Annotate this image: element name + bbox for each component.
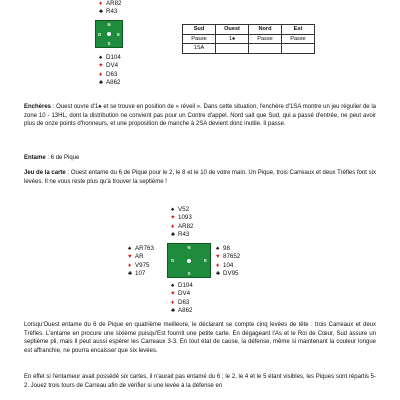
bidding-table — [182, 24, 315, 54]
deal2-table-compass — [167, 243, 211, 278]
diamond-icon: ♦ — [128, 261, 132, 269]
club-icon: ♣ — [216, 270, 221, 278]
spade-icon: ♠ — [216, 245, 220, 252]
analysis-paragraph-1: Lorsqu'Ouest entame du 6 de Pique en quatrième meilleure, le déclarant se compte cinq levées de tête : trois Carreaux et deux Trèfles. L'entame en procure une sixième puisqu'Est fournit une petite carte. En dégageant l'As et le Roi de Cœur, Sud assure un septième pli, mais il peut aussi espérer les Carreaux 3-3. En tout état de cause, la défense, même si maintenant la couleur longue est affranchie, ne pourra encaisser que six levées. — [24, 322, 376, 354]
deal2-south-hand — [171, 282, 193, 316]
compass-west: O — [97, 31, 102, 37]
encheres-label: Enchères — [24, 104, 52, 110]
heart-icon: ♥ — [128, 253, 132, 261]
hand-suit-row — [128, 245, 154, 253]
diamond-icon: ♦ — [99, 0, 103, 7]
hand-cards: A862 — [178, 307, 193, 315]
heart-icon: ♥ — [216, 253, 220, 261]
hand-cards: R43 — [178, 231, 190, 239]
spade-icon: ♠ — [99, 54, 103, 61]
diamond-icon: ♦ — [99, 70, 103, 78]
diamond-icon: ♦ — [171, 298, 175, 306]
bidding-header-cell: Est — [282, 25, 315, 35]
club-icon: ♣ — [171, 231, 176, 239]
heart-icon: ♥ — [171, 290, 175, 298]
heart-icon: ♥ — [99, 62, 103, 70]
hand-cards: AR — [135, 253, 144, 261]
hand-suit-row — [99, 54, 121, 62]
spade-icon: ♠ — [98, 104, 102, 110]
hand-cards: 87652 — [223, 253, 241, 261]
club-icon: ♣ — [99, 79, 104, 87]
spade-icon: ♠ — [128, 245, 132, 252]
hand-cards: V52 — [178, 206, 190, 213]
bidding-cell: 1♠ — [216, 34, 249, 44]
hand-cards: AR763 — [135, 245, 154, 252]
hand-suit-row — [171, 223, 193, 231]
hand-suit-row — [128, 262, 154, 270]
hand-suit-row — [216, 245, 240, 253]
hand-suit-row — [216, 262, 240, 270]
spade-icon: ♠ — [171, 282, 175, 289]
hand-suit-row — [128, 270, 154, 278]
hand-suit-row — [99, 8, 121, 16]
bidding-row — [183, 44, 315, 54]
jeu-paragraph: Jeu de la carte : Ouest entame du 6 de Pique pour le 2, le 8 et le 10 de votre main. Un Pique, trois Carreaux et deux Trèfles font six levées. Il ne vous reste plus qu'à trouver la septième ! — [24, 170, 376, 185]
entame-paragraph: Entame : 6 de Pique — [24, 155, 80, 161]
bidding-header-cell: Sud — [183, 25, 216, 35]
hand-suit-row — [171, 307, 193, 315]
compass-center — [107, 32, 111, 36]
hand-suit-row — [216, 253, 240, 261]
bidding-row — [183, 34, 315, 44]
hand-cards: 1093 — [178, 214, 192, 222]
hand-suit-row — [171, 214, 193, 222]
jeu-label: Jeu de la carte — [24, 170, 66, 176]
hand-suit-row — [99, 0, 121, 8]
bidding-cell: Passe — [282, 34, 315, 44]
heart-icon: ♥ — [171, 214, 175, 222]
hand-suit-row — [216, 270, 240, 278]
compass-west: O — [170, 258, 175, 263]
hand-suit-row — [99, 62, 121, 70]
club-icon: ♣ — [99, 8, 104, 16]
bidding-body — [183, 34, 315, 53]
deal2-north-hand — [171, 206, 193, 240]
hand-cards: 98 — [223, 245, 230, 252]
deal2-east-hand — [216, 245, 240, 279]
compass-south: S — [107, 41, 111, 46]
club-icon: ♣ — [171, 307, 176, 315]
diamond-icon: ♦ — [216, 261, 220, 269]
bidding-cell — [216, 44, 249, 54]
hand-cards: DV95 — [223, 270, 239, 278]
bidding-cell — [282, 44, 315, 54]
hand-suit-row — [171, 231, 193, 239]
bidding-cell: 1SA — [183, 44, 216, 54]
hand-cards: D63 — [178, 298, 190, 306]
deal1-south-hand — [99, 54, 121, 88]
hand-cards: R43 — [106, 8, 118, 16]
compass-north: N — [187, 245, 191, 250]
bidding-header-row — [183, 25, 315, 35]
hand-cards: V975 — [135, 261, 150, 269]
hand-cards: 107 — [135, 270, 146, 278]
hand-cards: AR82 — [106, 0, 122, 7]
hand-cards: DV4 — [106, 62, 119, 70]
compass-center — [187, 259, 191, 263]
hand-suit-row — [128, 253, 154, 261]
deal1-north-hand — [99, 0, 121, 17]
bidding-cell: Passe — [249, 34, 282, 44]
hand-suit-row — [171, 282, 193, 290]
bidding-cell — [249, 44, 282, 54]
hand-suit-row — [99, 79, 121, 87]
club-icon: ♣ — [128, 270, 133, 278]
bidding-header-cell: Ouest — [216, 25, 249, 35]
hand-cards: 104 — [223, 261, 234, 269]
hand-cards: D104 — [106, 54, 121, 61]
spade-icon: ♠ — [171, 206, 175, 213]
entame-label: Entame — [24, 155, 46, 161]
deal2-west-hand — [128, 245, 154, 279]
diamond-icon: ♦ — [171, 222, 175, 230]
bidding-header-cell: Nord — [249, 25, 282, 35]
encheres-paragraph: Enchères : Ouest ouvre d'1♠ et se trouve en position de « réveil ». Dans cette situation, l'enchère d'1SA montre un jeu régulier de la zone 10 - 13HL, dont la distribution ne convient pas pour un Contre d'appel. Nord sait que Sud, qui a passé d'entrée, ne peut avoir plus de onze points d'honneurs, et une proposition de manche à 2SA devient donc inutile. Il passe. — [24, 104, 376, 128]
hand-suit-row — [99, 71, 121, 79]
hand-cards: D63 — [106, 70, 118, 78]
hand-cards: AR82 — [178, 222, 194, 230]
bidding-cell: Passe — [183, 34, 216, 44]
hand-suit-row — [171, 299, 193, 307]
compass-south: S — [187, 271, 191, 276]
hand-cards: D104 — [178, 282, 193, 289]
hand-cards: DV4 — [178, 290, 191, 298]
compass-east: E — [117, 31, 120, 37]
compass-north: N — [107, 22, 111, 27]
analysis-paragraph-2: En effet si l'entameur avait possédé six cartes, il n'aurait pas entamé du 6 ; le 2, le 4 et le 5 étant visibles, les Piques sont répartis 5-2. Jouez trois tours de Carreau afin de vérifier si une levée à la défense en — [24, 374, 376, 389]
hand-suit-row — [171, 290, 193, 298]
deal1-table-compass — [95, 20, 123, 48]
compass-east: E — [204, 258, 207, 263]
hand-suit-row — [171, 206, 193, 214]
hand-cards: A862 — [106, 79, 121, 87]
